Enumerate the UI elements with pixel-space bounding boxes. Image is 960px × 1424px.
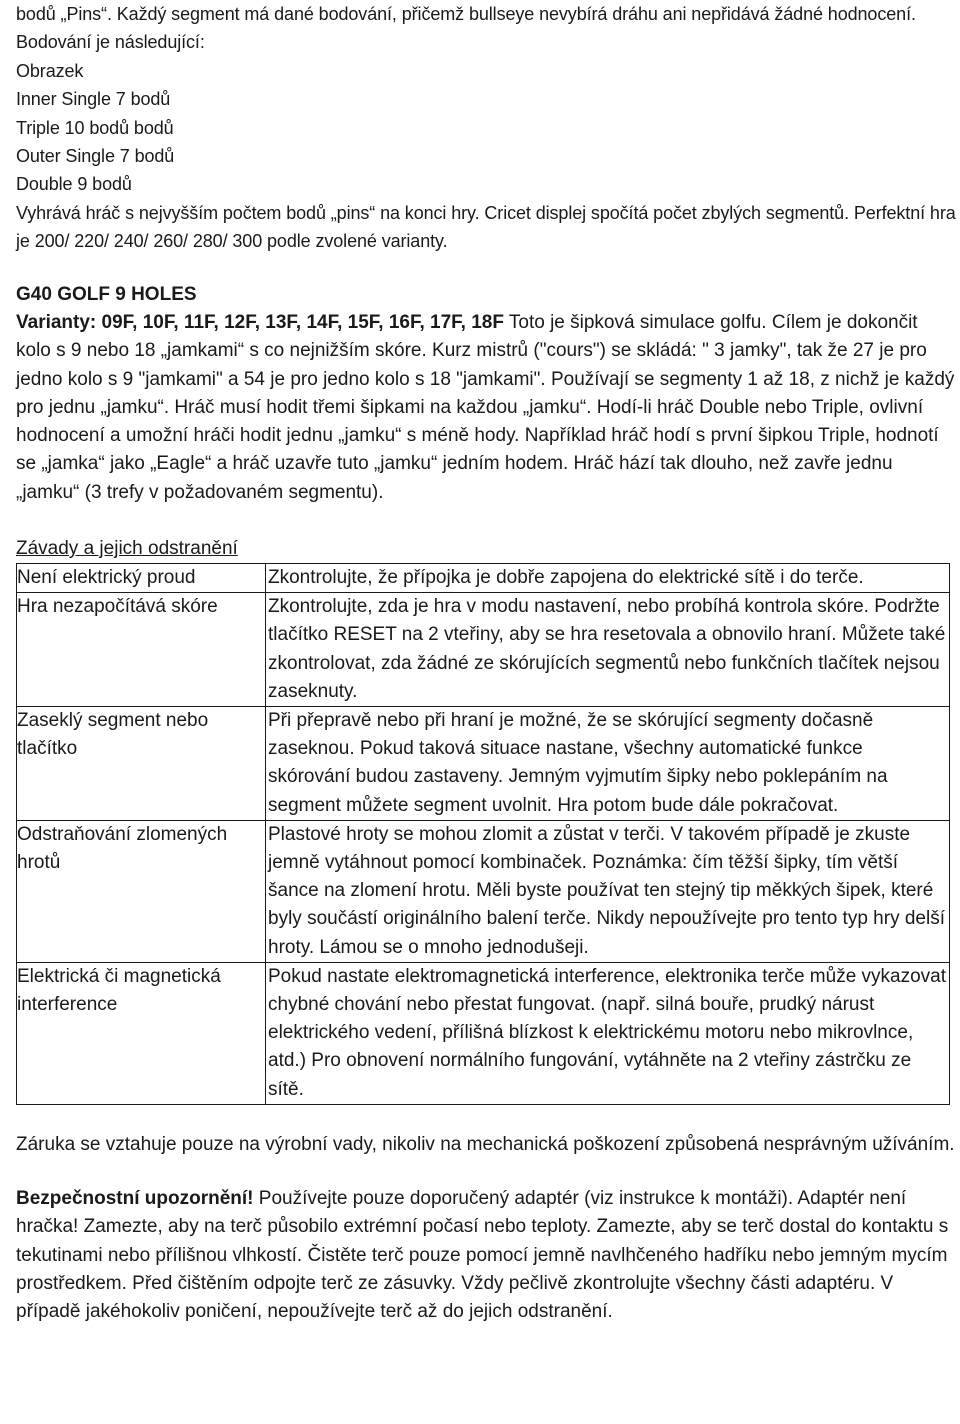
golf-variants: Varianty: 09F, 10F, 11F, 12F, 13F, 14F, 15F, 16F, 17F, 18F — [16, 311, 504, 333]
fault-problem-cell — [17, 962, 266, 1104]
table-row — [17, 564, 950, 593]
safety-body: Používejte pouze doporučený adaptér (viz instrukce k montáži). Adaptér není hračka! Zamezte, aby na terč působilo extrémní počasí nebo teploty. Zamezte, aby se terč dostal do kontaktu s tekutinami nebo přílišnou vlhkostí. Čistěte terč pouze pomocí jemně navlhčeného hadříku nebo jemným mycím prostředkem. Před čištěním odpojte terč ze zásuvky. Vždy pečlivě zkontrolujte všechny části adaptéru. V případě jakéhokoliv poničení, nepoužívejte terč až do jejich odstranění. — [16, 1188, 949, 1323]
golf-section — [16, 281, 956, 507]
fault-solution: Zkontrolujte, zda je hra v modu nastavení, nebo probíhá kontrola skóre. Podržte tlačítko RESET na 2 vteřiny, aby se hra resetovala a obnovilo hraní. Můžete také zkontrolovat, zda žádné ze skórujících segmentů nebo funkčních tlačítek nejsou zaseknuty. — [268, 596, 946, 702]
fault-solution-cell — [266, 593, 950, 707]
scoring-intro — [16, 0, 956, 256]
golf-body: Toto je šipková simulace golfu. Cílem je dokončit kolo s 9 nebo 18 „jamkami“ s co nejnižším skóre. Kurz mistrů ("cours") se skládá: " 3 jamky", tak že 27 je pro jedno kolo s 9 "jamkami" a 54 je pro jedno kolo s 18 "jamkami". Používají se segmenty 1 až 18, z nichž je každý pro jednu „jamku“. Hráč musí hodit třemi šipkami na každou „jamku“. Hodí-li hráč Double nebo Triple, ovlivní hodnocení a umožní hráči hodit jednu „jamku“ s méně hody. Například hráč hodí s první šipkou Triple, hodnotí se „jamka“ jako „Eagle“ a hráč uzavře tuto „jamku“ jedním hodem. Hráč hází tak dlouho, než zavře jednu „jamku“ (3 trefy v požadovaném segmentu). — [16, 311, 955, 503]
fault-problem-cell — [17, 707, 266, 821]
winner-rule: Vyhrává hráč s nejvyšším počtem bodů „pins“ na konci hry. Cricet displej spočítá počet zbylých segmentů. Perfektní hra je 200/ 220/ 240/ 260/ 280/ 300 podle zvolené varianty. — [16, 202, 956, 252]
fault-solution: Při přepravě nebo při hraní je možné, že se skórující segmenty dočasně zaseknou. Pokud taková situace nastane, všechny automatické funkce skórování budou zastaveny. Jemným vyjmutím šipky nebo poklepáním na segment můžete segment uvolnit. Hra potom bude dále pokračovat. — [268, 710, 888, 816]
fault-solution-cell — [266, 820, 950, 962]
score-triple: Triple 10 bodů bodů — [16, 117, 174, 138]
fault-problem: Hra nezapočítává skóre — [17, 596, 218, 618]
fault-problem-cell — [17, 820, 266, 962]
fault-problem-cell — [17, 564, 266, 593]
safety-label: Bezpečnostní upozornění! — [16, 1188, 254, 1210]
score-inner-single: Inner Single 7 bodů — [16, 89, 171, 110]
document-page — [16, 0, 956, 1327]
table-row — [17, 820, 950, 962]
score-outer-single: Outer Single 7 bodů — [16, 146, 175, 167]
golf-description — [16, 309, 956, 507]
warranty-note: Záruka se vztahuje pouze na výrobní vady, nikoliv na mechanická poškození způsobená nesprávným užíváním. — [16, 1133, 955, 1155]
fault-problem-cell — [17, 593, 266, 707]
table-row — [17, 962, 950, 1104]
fault-solution-cell — [266, 564, 950, 593]
fault-problem: Není elektrický proud — [17, 567, 196, 589]
fault-solution-cell — [266, 707, 950, 821]
table-row — [17, 707, 950, 821]
faults-title: Závady a jejich odstranění — [16, 538, 238, 560]
table-row — [17, 593, 950, 707]
fault-problem: Zaseklý segment nebo tlačítko — [17, 710, 209, 760]
golf-heading: G40 GOLF 9 HOLES — [16, 283, 197, 305]
fault-problem: Odstraňování zlomených hrotů — [17, 823, 228, 874]
fault-solution-cell — [266, 962, 950, 1104]
image-placeholder-label: Obrazek — [16, 60, 84, 81]
score-double: Double 9 bodů — [16, 174, 132, 195]
fault-problem: Elektrická či magnetická interference — [17, 965, 221, 1016]
fault-solution: Plastové hroty se mohou zlomit a zůstat v terči. V takovém případě je zkuste jemně vytáhnout pomocí kombinaček. Poznámka: čím těžší šipky, tím větší šance na zlomení hrotu. Měli byste používat ten stejný tip měkkých šipek, které byly součástí originálního balení terče. Nikdy nepoužívejte pro tento typ hry delší hroty. Lámou se o mnoho jednodušeji. — [268, 823, 945, 958]
fault-solution: Zkontrolujte, že přípojka je dobře zapojena do elektrické sítě i do terče. — [268, 567, 864, 589]
safety-notice — [16, 1185, 956, 1326]
scoring-description: bodů „Pins“. Každý segment má dané bodování, přičemž bullseye nevybírá dráhu ani nepřidává žádné hodnocení. Bodování je následující: — [16, 4, 916, 53]
faults-table — [16, 563, 950, 1105]
fault-solution: Pokud nastate elektromagnetická interference, elektronika terče může vykazovat chybné chování nebo přestat fungovat. (např. silná bouře, prudký nárust elektrického vedení, přílišná blízkost k elektrickému motoru nebo mikrovlnce, atd.) Pro obnovení normálního fungování, vytáhněte na 2 vteřiny zástrčku ze sítě. — [268, 965, 947, 1100]
